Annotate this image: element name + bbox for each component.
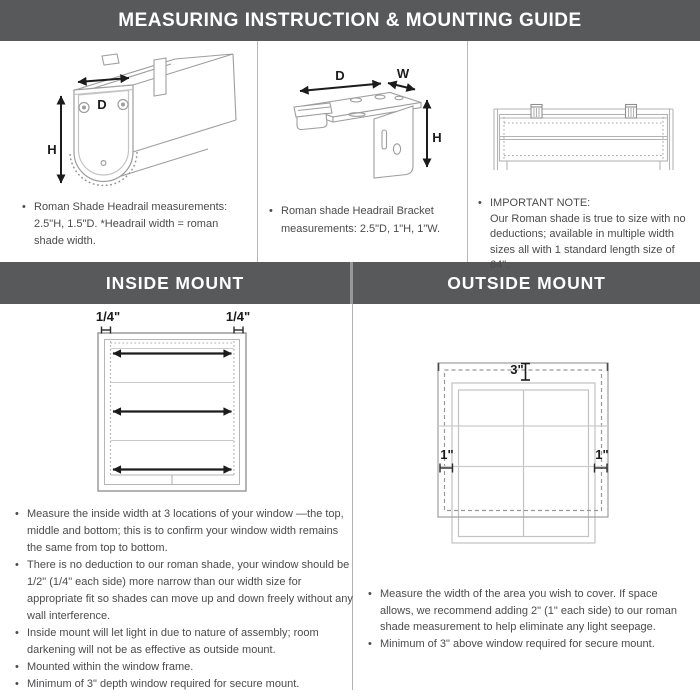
page-title: MEASURING INSTRUCTION & MOUNTING GUIDE bbox=[118, 9, 582, 31]
bracket-body bbox=[294, 93, 421, 179]
inside-mount-notes bbox=[15, 506, 353, 693]
bullet-item bbox=[15, 625, 353, 659]
important-note bbox=[478, 196, 696, 274]
depth-arrow bbox=[300, 84, 381, 92]
bullet-item bbox=[478, 196, 696, 274]
bullet-item bbox=[269, 202, 447, 238]
left-gap-label: 1/4" bbox=[95, 309, 121, 324]
mounting-bracket-icon bbox=[531, 105, 542, 119]
bracket-3d-diagram bbox=[253, 47, 465, 197]
bullet-item bbox=[22, 199, 228, 250]
left-gap-label: 1" bbox=[440, 447, 454, 462]
bullet-item bbox=[15, 659, 353, 676]
bullet-text: Measure the width of the area you wish to cover. If space allows, we recommend adding 2" (1" each side) to our roman shade measurement to help eliminate any light seepage. bbox=[380, 588, 678, 633]
top-gap-label: 3" bbox=[510, 362, 524, 377]
outside-mount-diagram bbox=[390, 338, 680, 550]
bullet-text: Mounted within the window frame. bbox=[27, 661, 194, 673]
note-body: Our Roman shade is true to size with no deductions; available in multiple width sizes all with 1 standard length size of 64". bbox=[490, 212, 686, 271]
header-gap-divider bbox=[350, 262, 353, 304]
bullet-text: Roman shade Headrail Bracket measurements: 2.5"D, 1"H, 1"W. bbox=[281, 205, 441, 235]
width-arrow bbox=[388, 83, 415, 90]
bracket-notes bbox=[269, 202, 447, 238]
dimension-label-width: W bbox=[396, 66, 410, 81]
window-behind-shade bbox=[452, 383, 595, 543]
headrail-notes bbox=[22, 199, 228, 250]
inside-mount-title: INSIDE MOUNT bbox=[105, 272, 245, 293]
bullet-item bbox=[368, 586, 693, 636]
mounting-bracket-icon bbox=[626, 105, 637, 119]
note-heading: • IMPORTANT NOTE: bbox=[490, 197, 591, 209]
bullet-item bbox=[15, 676, 353, 693]
bullet-text: Inside mount will let light in due to nature of assembly; room darkening will not be as effective as outside mount. bbox=[27, 627, 319, 656]
right-gap-label: 1" bbox=[595, 447, 609, 462]
bullet-item bbox=[15, 506, 353, 557]
bullet-text: Roman Shade Headrail measurements: 2.5"H, 1.5"D. *Headrail width = roman shade width. bbox=[34, 201, 228, 247]
outside-mount-title: OUTSIDE MOUNT bbox=[447, 272, 606, 293]
headrail-front-view-diagram bbox=[461, 47, 698, 195]
main-header-bar bbox=[0, 0, 700, 41]
bullet-text: Minimum of 3" depth window required for secure mount. bbox=[27, 678, 300, 690]
dimension-label-depth: D bbox=[97, 97, 107, 112]
bullet-text: Measure the inside width at 3 locations of your window —the top, middle and bottom; this is to confirm your window width remains the same from top to bottom. bbox=[27, 508, 344, 554]
headrail-3d-diagram bbox=[8, 47, 243, 197]
bullet-text: Minimum of 3" above window required for secure mount. bbox=[380, 637, 655, 650]
dimension-label-height: H bbox=[432, 130, 442, 145]
inside-mount-header-bar bbox=[0, 262, 350, 304]
right-gap-label: 1/4" bbox=[225, 309, 251, 324]
bullet-item bbox=[368, 636, 693, 653]
bullet-item bbox=[15, 557, 353, 625]
outside-mount-notes bbox=[368, 586, 693, 652]
bullet-text: There is no deduction to our roman shade, your window should be 1/2" (1/4" each side) more narrow than our width size for appropriate fit so shades can move up and down freely without any wall interference. bbox=[27, 559, 353, 622]
mounted-headrail bbox=[494, 109, 673, 170]
dimension-label-depth: D bbox=[335, 68, 345, 83]
inside-mount-diagram bbox=[60, 308, 300, 506]
dimension-label-height: H bbox=[47, 142, 57, 157]
